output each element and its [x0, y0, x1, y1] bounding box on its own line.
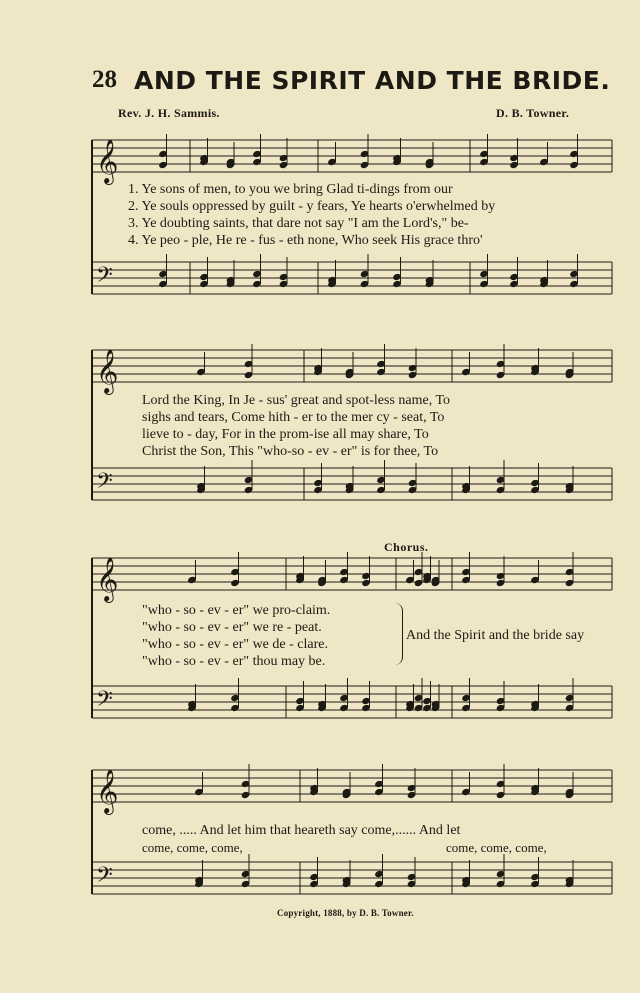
svg-text:𝄞: 𝄞 [96, 557, 119, 601]
svg-text:𝄢: 𝄢 [96, 687, 113, 717]
refrain-text: And the Spirit and the bride say [406, 628, 585, 643]
hymn-number: 28 [92, 66, 117, 93]
chorus-label: Chorus. [384, 540, 429, 554]
composer-credit: D. B. Towner. [496, 106, 570, 120]
system3-verse-3: "who - so - ev - er" we de - clare. [142, 637, 328, 652]
svg-text:𝄢: 𝄢 [96, 469, 113, 499]
system2-verse-2: sighs and tears, Come hith - er to the mer cy - seat, To [142, 410, 445, 425]
svg-text:𝄢: 𝄢 [96, 863, 113, 893]
system4-line-2b: come, come, come, [446, 840, 547, 855]
svg-text:𝄞: 𝄞 [96, 349, 119, 393]
lyricist-credit: Rev. J. H. Sammis. [118, 106, 220, 120]
system1-verse-4: 4. Ye peo - ple, He re - fus - eth none, Who seek His grace thro' [128, 233, 483, 248]
system1-verse-3: 3. Ye doubting saints, that dare not say "I am the Lord's," be- [128, 216, 469, 231]
system2-verse-4: Christ the Son, This "who-so - ev - er" is for thee, To [142, 444, 439, 459]
svg-text:𝄞: 𝄞 [96, 769, 119, 813]
copyright: Copyright, 1888, by D. B. Towner. [277, 908, 414, 918]
system1-verse-1: 1. Ye sons of men, to you we bring Glad ti-dings from our [128, 182, 453, 197]
svg-text:𝄢: 𝄢 [96, 263, 113, 293]
system4-line-2a: come, come, come, [142, 840, 243, 855]
system1-verse-2: 2. Ye souls oppressed by guilt - y fears, Ye hearts o'erwhelmed by [128, 199, 496, 214]
system2-verse-3: lieve to - day, For in the prom-ise all may share, To [142, 427, 429, 442]
system2-verse-1: Lord the King, In Je - sus' great and spot-less name, To [142, 393, 451, 408]
system3-verse-2: "who - so - ev - er" we re - peat. [142, 620, 322, 635]
system3-verse-4: "who - so - ev - er" thou may be. [142, 654, 326, 669]
hymn-title: AND THE SPIRIT AND THE BRIDE. [134, 66, 611, 95]
verse-brace [392, 603, 403, 665]
system3-verse-1: "who - so - ev - er" we pro-claim. [142, 603, 331, 618]
svg-text:𝄞: 𝄞 [96, 139, 119, 183]
system4-line-1: come, ..... And let him that heareth say come,...... And let [142, 823, 461, 838]
